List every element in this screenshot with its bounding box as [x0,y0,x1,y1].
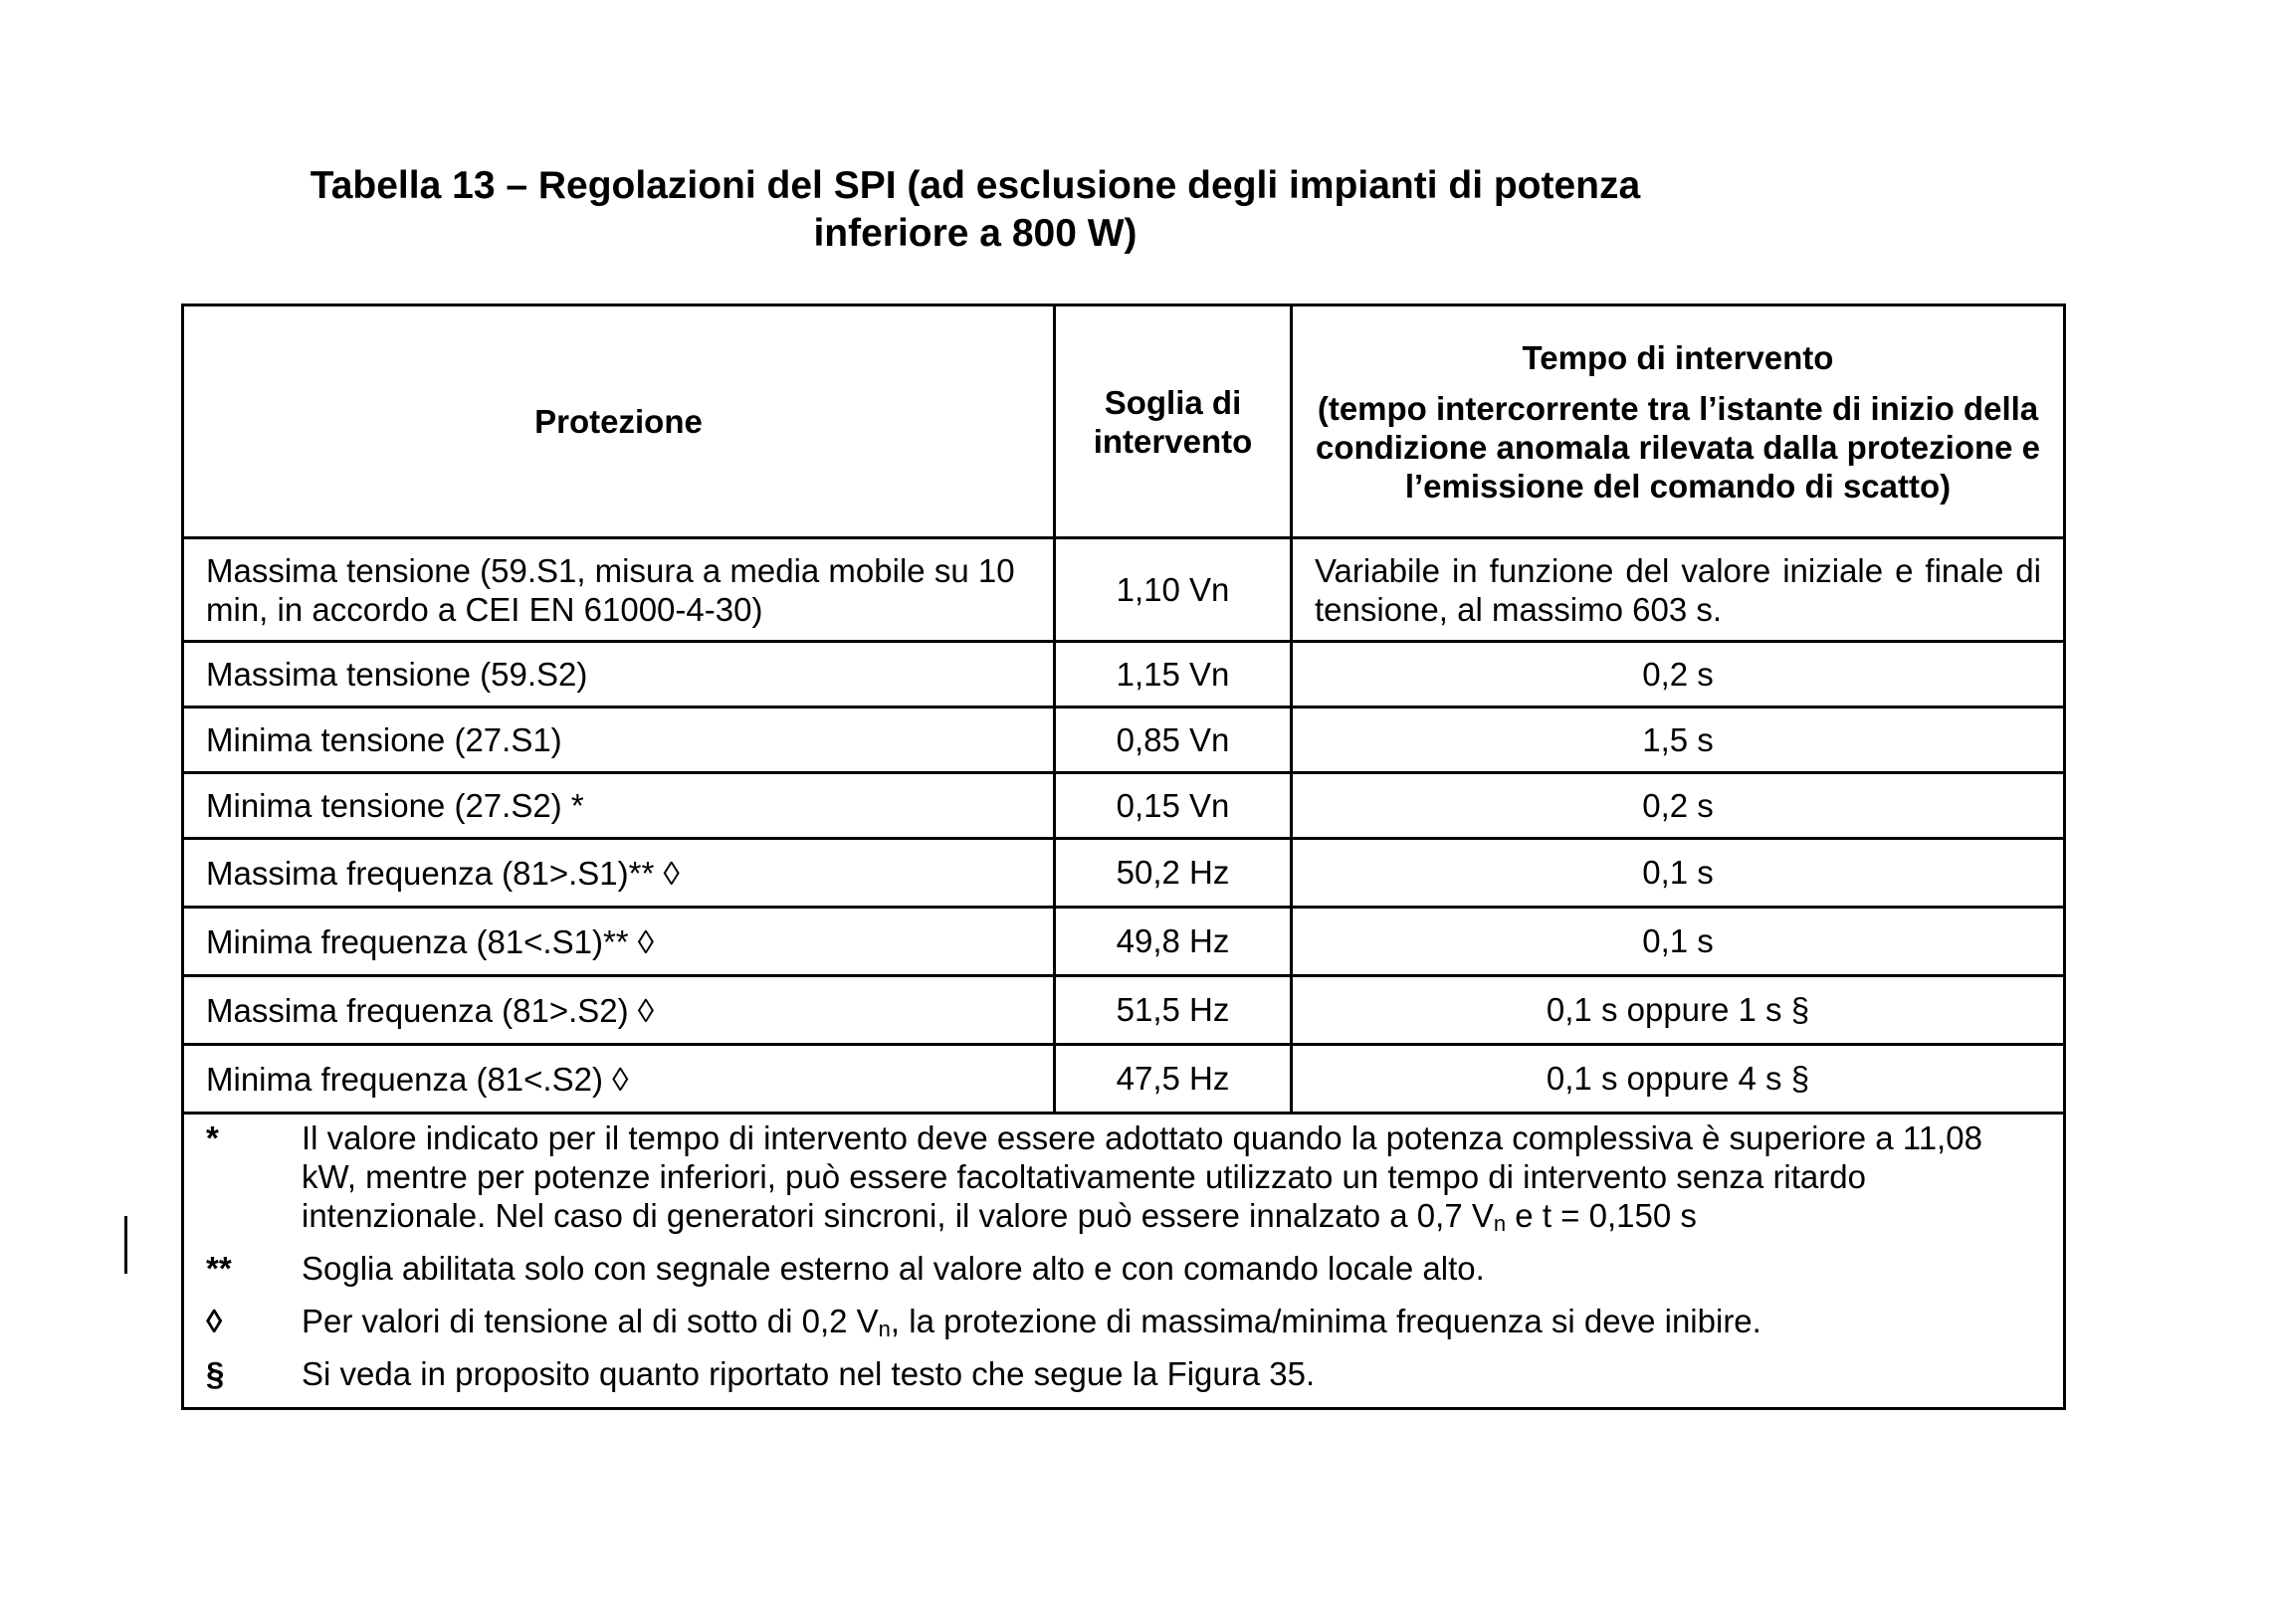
table-row [183,839,2065,908]
cell-protezione: Massima tensione (59.S1, misura a media mobile su 10 min, in accordo a CEI EN 61000-4-30) [183,538,1055,642]
cell-tempo: 0,1 s [1292,908,2065,976]
cell-protezione: Minima tensione (27.S1) [183,708,1055,773]
table-row [183,976,2065,1045]
note-item [206,1249,2041,1288]
cell-tempo: 0,2 s [1292,773,2065,839]
table-row [183,1045,2065,1114]
cell-soglia: 1,10 Vn [1055,538,1292,642]
subscript: n [878,1317,891,1341]
change-bar [124,1216,127,1274]
header-soglia: Soglia di intervento [1055,305,1292,538]
note-marker: * [206,1119,219,1156]
table-title-line-1: Tabella 13 – Regolazioni del SPI (ad esclusione degli impianti di potenza [310,164,1641,207]
header-protezione: Protezione [183,305,1055,538]
cell-protezione: Minima tensione (27.S2) * [183,773,1055,839]
table-row [183,908,2065,976]
table-title [179,162,1771,258]
cell-tempo: 0,1 s oppure 4 s § [1292,1045,2065,1114]
note-item [206,1354,2041,1393]
note-text: Si veda in proposito quanto riportato nel testo che segue la Figura 35. [302,1355,1316,1392]
table-row [183,642,2065,708]
note-marker: § [206,1355,225,1392]
header-tempo [1292,305,2065,538]
table-row [183,708,2065,773]
cell-tempo: 1,5 s [1292,708,2065,773]
cell-protezione: Minima frequenza (81<.S2) ◊ [183,1045,1055,1114]
table-row [183,773,2065,839]
table-title-line-2: inferiore a 800 W) [813,212,1138,255]
cell-protezione: Massima frequenza (81>.S2) ◊ [183,976,1055,1045]
cell-tempo: Variabile in funzione del valore iniziale e finale di tensione, al massimo 603 s. [1292,538,2065,642]
note-marker: ◊ [206,1303,223,1339]
cell-soglia: 50,2 Hz [1055,839,1292,908]
table-notes-row [183,1114,2065,1409]
cell-soglia: 0,15 Vn [1055,773,1292,839]
spi-settings-table [181,304,2066,1410]
header-tempo-title: Tempo di intervento [1522,338,1834,376]
note-text [302,1302,2041,1340]
cell-protezione: Massima tensione (59.S2) [183,642,1055,708]
cell-tempo: 0,1 s oppure 1 s § [1292,976,2065,1045]
cell-soglia: 51,5 Hz [1055,976,1292,1045]
note-text-part: e t = 0,150 s [1506,1197,1697,1234]
cell-tempo: 0,2 s [1292,642,2065,708]
note-text: Soglia abilitata solo con segnale esterno al valore alto e con comando locale alto. [302,1250,1485,1287]
notes-cell [183,1114,2065,1409]
table-row [183,538,2065,642]
cell-soglia: 49,8 Hz [1055,908,1292,976]
note-text-part: Per valori di tensione al di sotto di 0,2 V [302,1303,879,1339]
note-text-part: , la protezione di massima/minima frequenza si deve inibire. [890,1303,1761,1339]
note-text [302,1118,2041,1235]
cell-protezione: Minima frequenza (81<.S1)** ◊ [183,908,1055,976]
header-tempo-description: (tempo intercorrente tra l’istante di inizio della condizione anomala rilevata dalla protezione e l’emissione del comando di scatto) [1315,389,2041,505]
table-header-row [183,305,2065,538]
cell-soglia: 47,5 Hz [1055,1045,1292,1114]
cell-tempo: 0,1 s [1292,839,2065,908]
note-text-part: Il valore indicato per il tempo di intervento deve essere adottato quando la potenza complessiva è superiore a 11,08 kW, mentre per potenze inferiori, può essere facoltativamente utilizzato un tempo di intervento senza ritardo intenzionale. Nel caso di generatori sincroni, il valore può essere innalzato a 0,7 V [302,1119,1982,1234]
subscript: n [1493,1211,1507,1236]
note-marker: ** [206,1250,232,1287]
note-item [206,1118,2041,1235]
cell-protezione: Massima frequenza (81>.S1)** ◊ [183,839,1055,908]
cell-soglia: 0,85 Vn [1055,708,1292,773]
cell-soglia: 1,15 Vn [1055,642,1292,708]
note-item [206,1302,2041,1340]
